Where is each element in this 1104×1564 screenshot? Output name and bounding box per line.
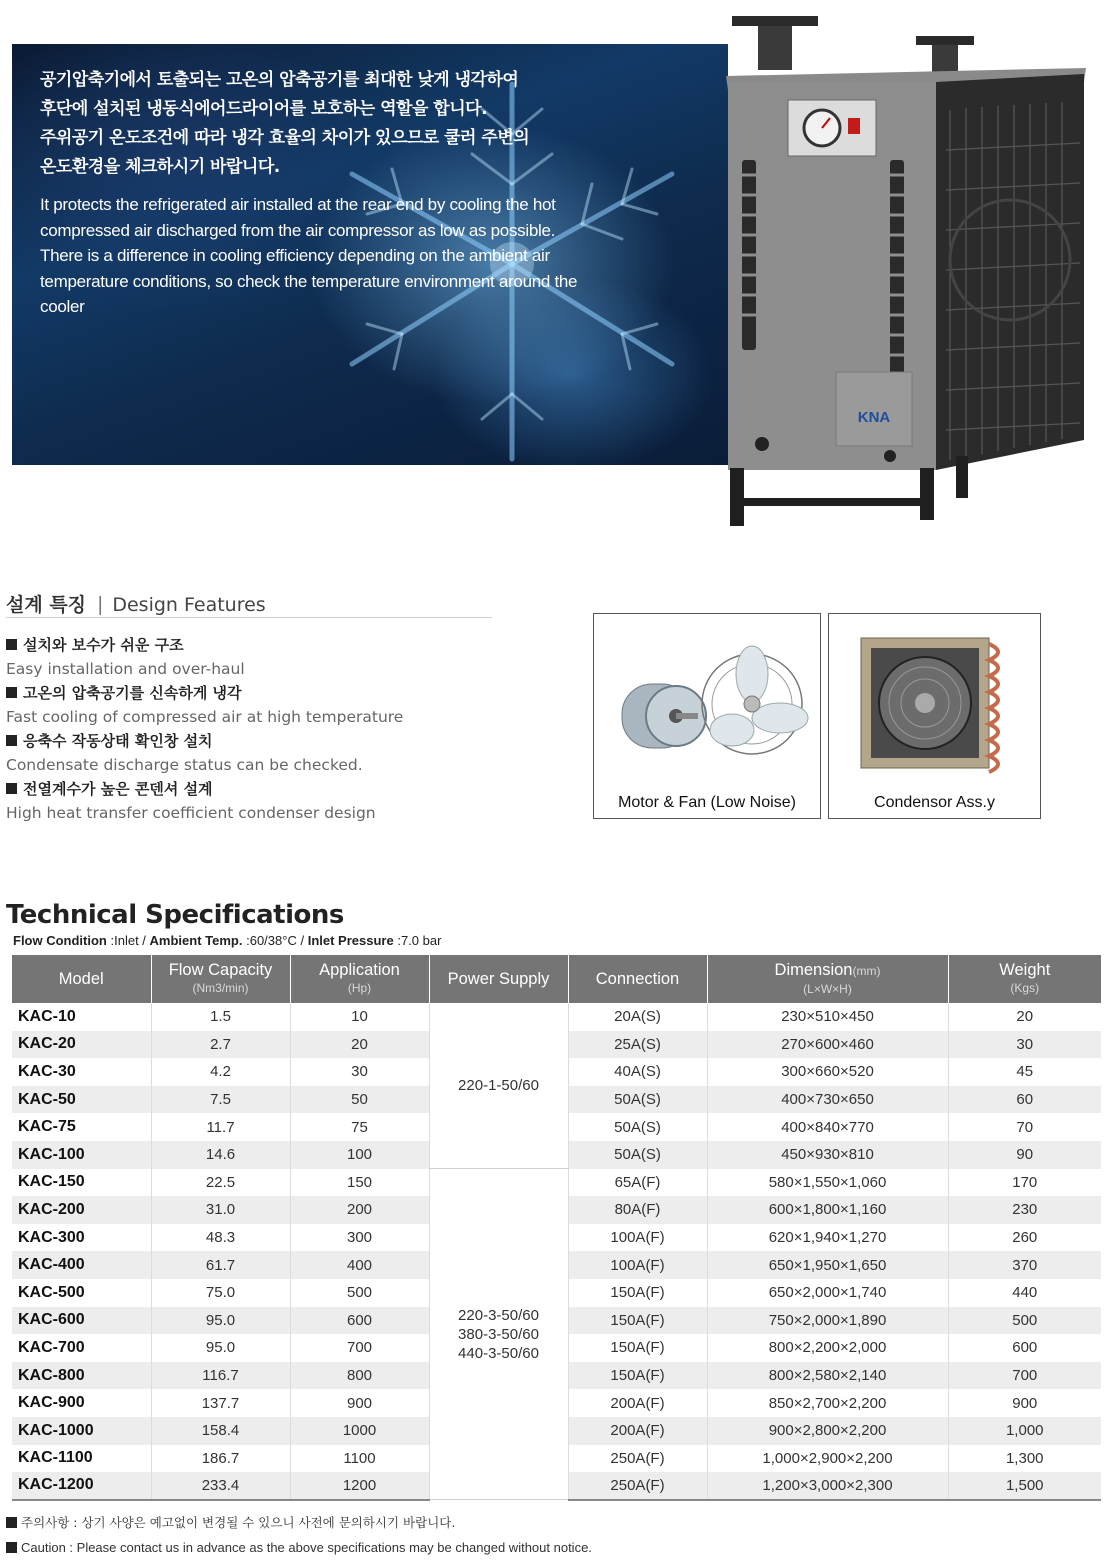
header-power-supply: Power Supply (429, 955, 568, 1003)
cell-dimension: 750×2,000×1,890 (707, 1307, 948, 1335)
product-logo: KNA (857, 409, 891, 426)
feature-en-text: Easy installation and over-haul (6, 660, 245, 678)
flow-condition-line (13, 933, 441, 948)
cell-application: 600 (290, 1307, 429, 1335)
cell-connection: 150A(F) (568, 1334, 707, 1362)
cell-flow-capacity: 11.7 (151, 1113, 290, 1141)
cell-application: 150 (290, 1169, 429, 1197)
cell-application: 30 (290, 1058, 429, 1086)
cell-connection: 50A(S) (568, 1086, 707, 1114)
table-row (12, 1169, 1101, 1197)
cell-dimension: 650×2,000×1,740 (707, 1279, 948, 1307)
cell-flow-capacity: 31.0 (151, 1196, 290, 1224)
square-bullet-icon (6, 1517, 17, 1528)
cell-power-supply (429, 1003, 568, 1169)
cell-dimension: 230×510×450 (707, 1003, 948, 1031)
cell-dimension: 800×2,580×2,140 (707, 1362, 948, 1390)
cell-model: KAC-30 (12, 1058, 151, 1086)
cell-dimension: 580×1,550×1,060 (707, 1169, 948, 1197)
hero-ko-line: 온도환경을 체크하시기 바랍니다. (40, 157, 280, 177)
cell-application: 300 (290, 1224, 429, 1252)
cell-dimension: 650×1,950×1,650 (707, 1251, 948, 1279)
cell-dimension: 600×1,800×1,160 (707, 1196, 948, 1224)
cell-connection: 25A(S) (568, 1031, 707, 1059)
note-english: Caution : Please contact us in advance as the above specifications may be changed without notice. (6, 1535, 592, 1560)
cell-model: KAC-200 (12, 1196, 151, 1224)
design-features-separator: | (97, 594, 103, 616)
hero-ko-line: 후단에 설치된 냉동식에어드라이어를 보호하는 역할을 합니다. (40, 99, 488, 119)
cell-application: 75 (290, 1113, 429, 1141)
hero-ko-line: 주위공기 온도조건에 따라 냉각 효율의 차이가 있으므로 쿨러 주변의 (40, 128, 530, 148)
square-bullet-icon (6, 687, 17, 698)
cell-weight: 1,500 (948, 1472, 1101, 1500)
cell-model: KAC-500 (12, 1279, 151, 1307)
cell-flow-capacity: 7.5 (151, 1086, 290, 1114)
hero-english-text (40, 192, 630, 320)
cell-application: 800 (290, 1362, 429, 1390)
ambient-temp-label: Ambient Temp. (149, 933, 243, 948)
cell-application: 20 (290, 1031, 429, 1059)
cell-connection: 80A(F) (568, 1196, 707, 1224)
feature-item-ko (6, 778, 566, 802)
cell-dimension: 620×1,940×1,270 (707, 1224, 948, 1252)
feature-ko-text: 전열계수가 높은 콘덴셔 설계 (23, 780, 213, 798)
spec-notes (6, 1510, 592, 1560)
feature-en-text: High heat transfer coefficient condenser design (6, 804, 376, 822)
condensor-photo-card (828, 613, 1041, 819)
cell-weight: 500 (948, 1307, 1101, 1335)
cell-application: 400 (290, 1251, 429, 1279)
cell-flow-capacity: 2.7 (151, 1031, 290, 1059)
cell-dimension: 400×730×650 (707, 1086, 948, 1114)
flow-condition-label: Flow Condition (13, 933, 107, 948)
cell-model: KAC-100 (12, 1141, 151, 1169)
air-cooler-product-image (720, 10, 1104, 530)
cell-application: 700 (290, 1334, 429, 1362)
power-supply-line: 380-3-50/60 (458, 1325, 539, 1343)
ambient-temp-value: :60/38°C / (246, 933, 305, 948)
cell-weight: 260 (948, 1224, 1101, 1252)
hero-en-line: cooler (40, 297, 85, 316)
cell-model: KAC-700 (12, 1334, 151, 1362)
cell-weight: 170 (948, 1169, 1101, 1197)
feature-item-ko (6, 730, 566, 754)
cell-connection: 250A(F) (568, 1445, 707, 1473)
hero-ko-line: 공기압축기에서 토출되는 고온의 압축공기를 최대한 낮게 냉각하여 (40, 70, 519, 90)
cell-weight: 370 (948, 1251, 1101, 1279)
cell-model: KAC-1200 (12, 1472, 151, 1500)
cell-flow-capacity: 116.7 (151, 1362, 290, 1390)
cell-model: KAC-600 (12, 1307, 151, 1335)
cell-application: 500 (290, 1279, 429, 1307)
cell-flow-capacity: 48.3 (151, 1224, 290, 1252)
cell-connection: 50A(S) (568, 1113, 707, 1141)
cell-dimension: 300×660×520 (707, 1058, 948, 1086)
cell-model: KAC-400 (12, 1251, 151, 1279)
cell-flow-capacity: 61.7 (151, 1251, 290, 1279)
cell-application: 50 (290, 1086, 429, 1114)
cell-weight: 90 (948, 1141, 1101, 1169)
square-bullet-icon (6, 783, 17, 794)
cell-flow-capacity: 158.4 (151, 1417, 290, 1445)
cell-connection: 150A(F) (568, 1307, 707, 1335)
cell-connection: 250A(F) (568, 1472, 707, 1500)
cell-dimension: 270×600×460 (707, 1031, 948, 1059)
cell-connection: 50A(S) (568, 1141, 707, 1169)
cell-dimension: 400×840×770 (707, 1113, 948, 1141)
hero-en-line: compressed air discharged from the air compressor as low as possible. (40, 220, 556, 240)
cell-model: KAC-10 (12, 1003, 151, 1031)
motor-fan-caption: Motor & Fan (Low Noise) (618, 794, 796, 811)
cell-flow-capacity: 95.0 (151, 1307, 290, 1335)
square-bullet-icon (6, 1542, 17, 1553)
feature-ko-text: 응축수 작동상태 확인창 설치 (23, 732, 213, 750)
cell-weight: 70 (948, 1113, 1101, 1141)
cell-weight: 700 (948, 1362, 1101, 1390)
inlet-pressure-label: Inlet Pressure (307, 933, 394, 948)
cell-application: 100 (290, 1141, 429, 1169)
cell-model: KAC-300 (12, 1224, 151, 1252)
spec-header-row (12, 955, 1101, 1003)
cell-flow-capacity: 137.7 (151, 1389, 290, 1417)
cell-application: 10 (290, 1003, 429, 1031)
spec-table (12, 955, 1101, 1501)
cell-weight: 60 (948, 1086, 1101, 1114)
cell-application: 200 (290, 1196, 429, 1224)
cell-application: 900 (290, 1389, 429, 1417)
cell-flow-capacity: 22.5 (151, 1169, 290, 1197)
cell-flow-capacity: 186.7 (151, 1445, 290, 1473)
header-model: Model (12, 955, 151, 1003)
cell-connection: 150A(F) (568, 1362, 707, 1390)
cell-application: 1000 (290, 1417, 429, 1445)
design-features-heading (6, 590, 492, 618)
hero-korean-text (40, 66, 600, 182)
cell-connection: 20A(S) (568, 1003, 707, 1031)
cell-model: KAC-50 (12, 1086, 151, 1114)
motor-fan-image (604, 634, 810, 784)
cell-weight: 1,300 (948, 1445, 1101, 1473)
design-features-title-en: Design Features (112, 594, 266, 616)
cell-dimension: 900×2,800×2,200 (707, 1417, 948, 1445)
cell-weight: 1,000 (948, 1417, 1101, 1445)
cell-model: KAC-75 (12, 1113, 151, 1141)
cell-connection: 40A(S) (568, 1058, 707, 1086)
cell-weight: 440 (948, 1279, 1101, 1307)
cell-flow-capacity: 1.5 (151, 1003, 290, 1031)
cell-application: 1200 (290, 1472, 429, 1500)
square-bullet-icon (6, 735, 17, 746)
power-supply-line: 220-3-50/60 (458, 1306, 539, 1324)
feature-ko-text: 고온의 압축공기를 신속하게 냉각 (23, 684, 242, 702)
cell-dimension: 1,200×3,000×2,300 (707, 1472, 948, 1500)
cell-connection: 150A(F) (568, 1279, 707, 1307)
condensor-caption: Condensor Ass.y (874, 794, 995, 811)
cell-connection: 200A(F) (568, 1417, 707, 1445)
hero-en-line: temperature conditions, so check the temperature environment around the (40, 271, 578, 291)
cell-weight: 30 (948, 1031, 1101, 1059)
cell-connection: 200A(F) (568, 1389, 707, 1417)
cell-dimension: 1,000×2,900×2,200 (707, 1445, 948, 1473)
feature-item-ko (6, 634, 566, 658)
cell-application: 1100 (290, 1445, 429, 1473)
cell-connection: 100A(F) (568, 1251, 707, 1279)
cell-dimension: 450×930×810 (707, 1141, 948, 1169)
cell-connection: 100A(F) (568, 1224, 707, 1252)
cell-model: KAC-1000 (12, 1417, 151, 1445)
cell-model: KAC-20 (12, 1031, 151, 1059)
cell-dimension: 850×2,700×2,200 (707, 1389, 948, 1417)
note-korean: 주의사항 : 상기 사양은 예고없이 변경될 수 있으니 사전에 문의하시기 바랍니다. (6, 1510, 592, 1535)
cell-flow-capacity: 14.6 (151, 1141, 290, 1169)
cell-model: KAC-150 (12, 1169, 151, 1197)
motor-fan-photo-card (593, 613, 821, 819)
header-application: Application (Hp) (290, 955, 429, 1003)
cell-weight: 45 (948, 1058, 1101, 1086)
hero-en-line: It protects the refrigerated air installed at the rear end by cooling the hot (40, 195, 556, 214)
feature-item-ko (6, 682, 566, 706)
header-flow-capacity: Flow Capacity (Nm3/min) (151, 955, 290, 1003)
header-dimension: Dimension(mm) (L×W×H) (707, 955, 948, 1003)
cell-model: KAC-800 (12, 1362, 151, 1390)
header-connection: Connection (568, 955, 707, 1003)
header-weight: Weight (Kgs) (948, 955, 1101, 1003)
feature-ko-text: 설치와 보수가 쉬운 구조 (23, 636, 184, 654)
cell-flow-capacity: 75.0 (151, 1279, 290, 1307)
inlet-pressure-value: :7.0 bar (397, 933, 442, 948)
hero-banner (12, 44, 728, 465)
cell-power-supply (429, 1169, 568, 1500)
cell-flow-capacity: 95.0 (151, 1334, 290, 1362)
design-features-title-ko: 설계 특징 (6, 594, 87, 616)
feature-en-text: Condensate discharge status can be checked. (6, 756, 363, 774)
spec-table-body (12, 1003, 1101, 1500)
cell-connection: 65A(F) (568, 1169, 707, 1197)
cell-flow-capacity: 233.4 (151, 1472, 290, 1500)
cell-weight: 20 (948, 1003, 1101, 1031)
power-supply-line: 220-1-50/60 (458, 1077, 539, 1095)
table-row (12, 1003, 1101, 1031)
cell-weight: 900 (948, 1389, 1101, 1417)
cell-model: KAC-1100 (12, 1445, 151, 1473)
cell-weight: 230 (948, 1196, 1101, 1224)
flow-condition-value: :Inlet / (110, 933, 146, 948)
tech-specs-title: Technical Specifications (6, 900, 344, 930)
cell-dimension: 800×2,200×2,000 (707, 1334, 948, 1362)
cell-flow-capacity: 4.2 (151, 1058, 290, 1086)
cell-model: KAC-900 (12, 1389, 151, 1417)
power-supply-line: 440-3-50/60 (458, 1344, 539, 1362)
feature-en-text: Fast cooling of compressed air at high temperature (6, 708, 404, 726)
square-bullet-icon (6, 639, 17, 650)
condensor-assy-image (853, 630, 1023, 780)
design-features-list (6, 634, 566, 826)
hero-en-line: There is a difference in cooling efficiency depending on the ambient air (40, 246, 550, 265)
cell-weight: 600 (948, 1334, 1101, 1362)
